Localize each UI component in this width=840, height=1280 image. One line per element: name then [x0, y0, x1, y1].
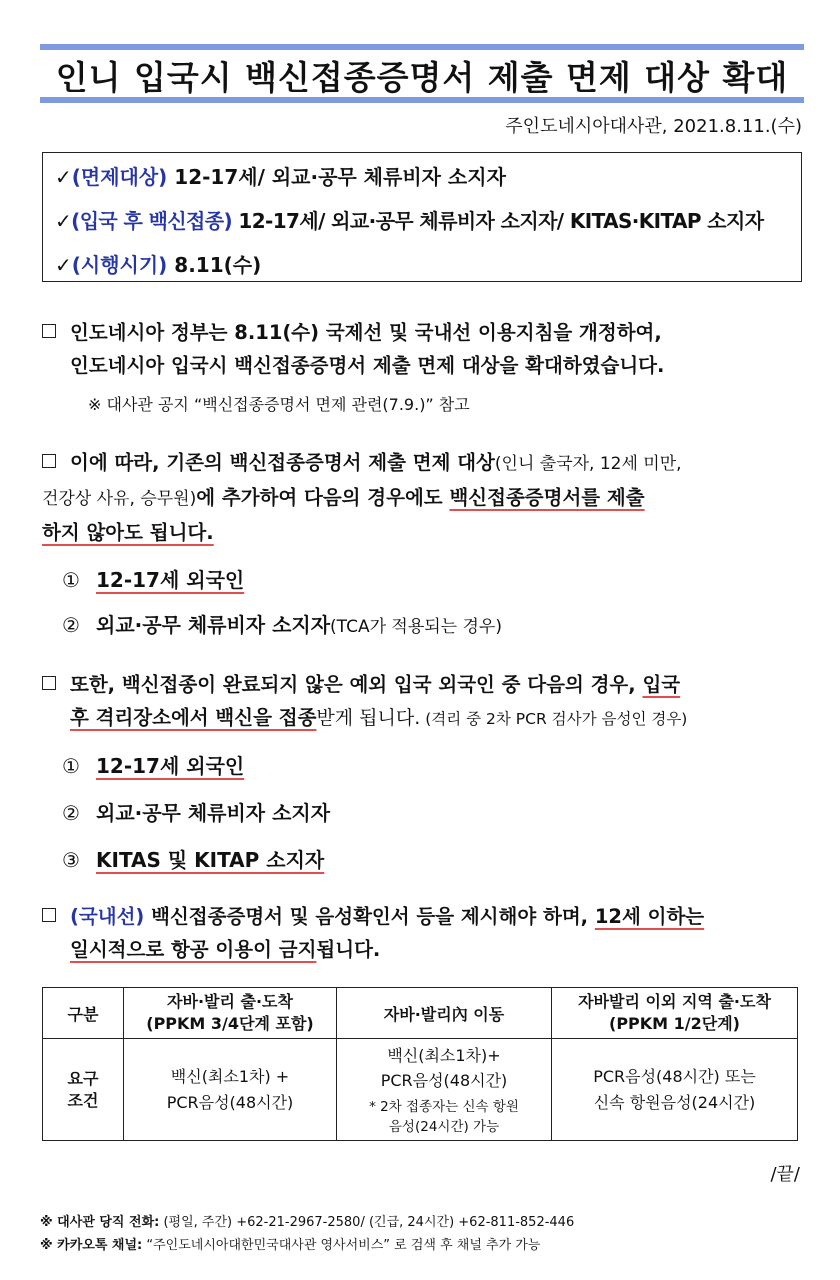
item-extra: (TCA가 적용되는 경우): [330, 617, 502, 637]
table-cell: 백신(최소1차) + PCR음성(48시간): [124, 1039, 337, 1141]
section-4-text: 됩니다.: [316, 938, 381, 961]
list-item: [62, 750, 244, 779]
section-4-text: 백신접종증명서 및 음성확인서 등을 제시해야 하며,: [144, 905, 595, 928]
requirements-table: [42, 987, 798, 1141]
section-2-paren: 건강상 사유, 승무원): [42, 489, 197, 509]
footer-label: ※ 대사관 당직 전화:: [40, 1215, 160, 1230]
section-4-tag: (국내선): [70, 905, 145, 928]
summary-tag: (입국 후 백신접종): [71, 209, 233, 233]
check-icon: ✓: [55, 253, 72, 277]
item-number: ①: [62, 754, 80, 778]
section-2-underlined: 백신접종증명서를 제출: [449, 486, 645, 509]
summary-tag: (면제대상): [71, 165, 168, 189]
checkbox-bullet-icon: [42, 908, 56, 922]
section-3-underlined: 입국: [642, 673, 681, 696]
section-2-underlined: 하지 않아도 됩니다.: [42, 521, 214, 544]
item-text: 12-17세 외국인: [96, 754, 245, 778]
table-row: [43, 1039, 798, 1141]
checkbox-bullet-icon: [42, 454, 56, 468]
summary-text: 12-17세/ 외교·공무 체류비자 소지자: [167, 165, 506, 189]
section-1: [42, 316, 810, 382]
check-icon: ✓: [55, 209, 72, 233]
table-header: 자바발리 이외 지역 출·도착 (PPKM 1/2단계): [552, 988, 798, 1039]
item-text: 12-17세 외국인: [96, 568, 245, 592]
summary-text: 8.11(수): [167, 253, 262, 277]
table-cell: 요구 조건: [43, 1039, 124, 1141]
summary-text: 12-17세/ 외교·공무 체류비자 소지자/ KITAS·KITAP 소지자: [232, 209, 764, 233]
footer-line: [40, 1234, 540, 1253]
section-3-paren: (격리 중 2차 PCR 검사가 음성인 경우): [420, 710, 688, 728]
table-header: 구분: [43, 988, 124, 1039]
footer-text: (평일, 주간) +62-21-2967-2580/ (긴급, 24시간) +62-811-852-446: [159, 1215, 575, 1230]
summary-line: [55, 161, 506, 190]
section-2-text: 이에 따라, 기존의 백신접종증명서 제출 면제 대상: [70, 451, 495, 474]
section-4-underlined: 12세 이하는: [594, 905, 705, 928]
section-3-text: 또한, 백신접종이 완료되지 않은 예외 입국 외국인 중 다음의 경우,: [70, 673, 643, 696]
list-item: [62, 609, 502, 638]
page-title: 인니 입국시 백신접종증명서 제출 면제 대상 확대: [55, 58, 789, 97]
summary-line: [55, 249, 261, 278]
summary-box: [42, 152, 802, 282]
section-3-text: 받게 됩니다.: [316, 707, 421, 729]
footer-label: ※ 카카오톡 채널:: [40, 1238, 143, 1253]
item-number: ②: [62, 613, 80, 637]
section-2-paren: (인니 출국자, 12세 미만,: [494, 454, 682, 474]
section-3: [42, 668, 810, 736]
section-4: [42, 900, 810, 966]
summary-tag: (시행시기): [71, 253, 168, 277]
section-1-line: 인도네시아 입국시 백신접종증명서 제출 면제 대상을 확대하였습니다.: [70, 354, 665, 377]
table-header: 자바·발리 출·도착 (PPKM 3/4단계 포함): [124, 988, 337, 1039]
table-cell-note: * 2차 접종자는 신속 항원 음성(24시간) 가능: [369, 1098, 519, 1135]
end-mark: /끝/: [770, 1164, 800, 1185]
section-3-underlined: 후 격리장소에서 백신을 접종: [70, 706, 317, 729]
list-item: [62, 564, 244, 593]
section-2-text: 에 추가하여 다음의 경우에도: [196, 486, 450, 509]
section-4-underlined: 일시적으로 항공 이용이 금지: [70, 938, 317, 961]
section-2: [42, 446, 810, 549]
item-text: 외교·공무 체류비자 소지자: [96, 801, 331, 825]
checkbox-bullet-icon: [42, 676, 56, 690]
reference-note: ※ 대사관 공지 “백신접종증명서 면제 관련(7.9.)” 참고: [88, 395, 470, 414]
date-line: 주인도네시아대사관, 2021.8.11.(수): [505, 116, 802, 137]
list-item: [62, 797, 330, 826]
summary-line: [55, 205, 763, 234]
table-header: 자바·발리內 이동: [337, 988, 552, 1039]
footer-line: [40, 1211, 574, 1230]
table-cell: [337, 1039, 552, 1141]
item-number: ②: [62, 801, 80, 825]
item-number: ③: [62, 848, 80, 872]
title-top-rule: [40, 44, 804, 50]
list-item: [62, 844, 324, 873]
item-number: ①: [62, 568, 80, 592]
section-1-line: 인도네시아 정부는 8.11(수) 국제선 및 국내선 이용지침을 개정하여,: [70, 321, 662, 344]
table-cell-main: 백신(최소1차)+ PCR음성(48시간): [380, 1045, 508, 1090]
footer-text: “주인도네시아대한민국대사관 영사서비스” 로 검색 후 채널 추가 가능: [142, 1238, 541, 1253]
check-icon: ✓: [55, 165, 72, 189]
item-text: KITAS 및 KITAP 소지자: [96, 848, 325, 872]
checkbox-bullet-icon: [42, 324, 56, 338]
title-bottom-rule: [40, 97, 804, 103]
table-cell: PCR음성(48시간) 또는 신속 항원음성(24시간): [552, 1039, 798, 1141]
item-text: 외교·공무 체류비자 소지자: [96, 613, 331, 637]
table-header-row: [43, 988, 798, 1039]
